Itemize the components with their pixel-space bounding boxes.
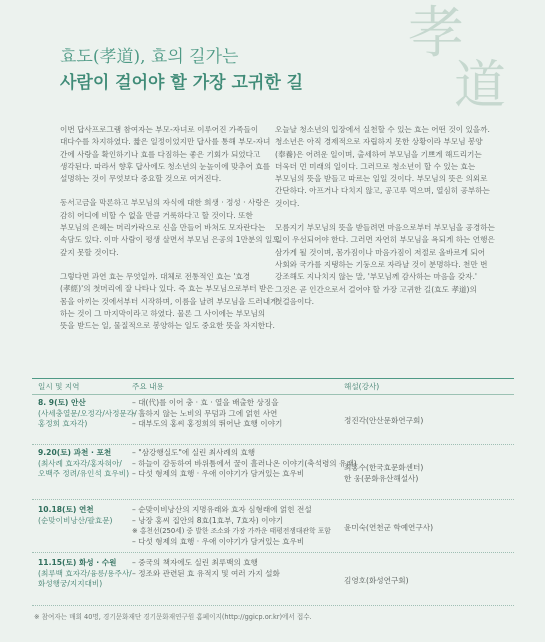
table-header [32, 379, 514, 395]
row-lecturer: 김영호(화성연구회) [344, 576, 409, 586]
row-lecturer: 정진각(안산문화연구회) [344, 415, 424, 425]
row-content-line: – "삼강행실도"에 실린 최사례의 효행 [132, 448, 256, 457]
row-sites: 화성행궁/지지대비) [38, 579, 103, 588]
row-content-line: – 대(代)를 이어 충 · 효 · 열을 배출한 상징을 [132, 398, 279, 407]
header-date: 일시 및 지역 [38, 382, 80, 391]
row-sites: (순맞이비낭산/팔효문) [38, 515, 113, 525]
row-content-line: – 중국의 책자에도 실린 최루백의 효행 [132, 558, 258, 567]
footnote: ※ 참여자는 매회 40명, 경기문화재단 경기문화재연구원 홈페이지(http://ggicp.or.kr)에서 접수. [34, 613, 312, 621]
row-sites: (사세충열문/오정각/사정문각/ [38, 408, 137, 418]
row-date: 8. 9(토) 안산 [38, 398, 86, 407]
body-column-right [275, 124, 498, 320]
row-content-line: – 순맞이비낭산의 지명유래와 효자 심형래에 얽힌 전설 [132, 505, 312, 514]
row-lecturer: 최홍수(한국효문화센터) [344, 463, 424, 472]
header-lecturer: 해설(강사) [344, 382, 380, 391]
row-content-line: ※ 홍천선(250세) 중 발한 조소와 가장 가까운 태평전쟁대관학 포함 [132, 527, 331, 535]
row-date: 10.18(토) 연천 [38, 505, 94, 514]
row-lecturer: 한 웅(문화유산해설사) [344, 473, 419, 483]
paragraph: 오늘날 청소년의 입장에서 실천할 수 있는 효는 어떤 것이 있을까. 청소년은 아직 경제적으로 자립하지 못한 상황이라 부모님 봉양(奉養)은 어려운 일이며, 출세하여 부모님을 기쁘게 해드리기는 더욱더 먼 미래의 일이다. 그러므로 청소년이 할 수 있는 효는 부모님의 뜻을 받들고 따르는 일일 것이다. 부모님의 뜻은 의외로 간단하다. 아프거나 다치지 않고, 공고루 먹으며, 열심히 공부하는 것이다. [275, 125, 490, 208]
table-row [32, 445, 514, 500]
row-content-line: – 다섯 형제의 효행 · 우애 이야기가 담겨있는 효우비 [132, 469, 305, 478]
header-content: 주요 내용 [132, 382, 164, 391]
paragraph: 그렇다면 과연 효는 무엇일까. 대체로 전통적인 효는 '효경(孝經)'의 첫머리에 잘 나타나 있다. 즉 효는 부모님으로부터 받은 몸을 아끼는 것에서부터 시작하며, 이름을 날려 부모님을 드러내게 하는 것이 그 마지막이라고 하였다. 물론 그 사이에는 부모님의 뜻을 받드는 일, 물질적으로 봉양하는 일도 중요한 뜻을 차지한다. [60, 271, 278, 331]
body-column-left [60, 124, 280, 344]
row-date: 11.15(토) 화성 · 수원 [38, 558, 117, 567]
row-lecturer: 윤미숙(연천군 학예연구사) [344, 523, 434, 533]
row-content-line: – 대부도의 홍씨 홍정희의 뛰어난 효행 이야기 [132, 419, 283, 428]
row-content-line: – 다섯 형제의 효행 · 우애 이야기가 담겨있는 효우비 [132, 536, 305, 546]
schedule-table [32, 378, 514, 606]
row-content-line: – 하늘이 감동하여 바위틈에서 꿀이 흘러나온 이야기(축석령의 유래) [132, 458, 357, 468]
row-content-line: – 정조와 관련된 효 유적지 및 여러 가지 설화 [132, 568, 280, 578]
row-content-line: – 홀하지 않는 노비의 무덤과 그에 얽힌 사연 [132, 408, 278, 418]
paragraph: 동서고금을 막론하고 부모님의 자식에 대한 희생 · 정성 · 사랑은 감히 어디에 비할 수 없을 만큼 거룩하다고 할 것이다. 또한 부모님의 은혜는 머리카락으로 신을 만들어 바쳐도 모자란다는 속담도 있다. 이마 사람이 평생 살면서 부모님 은공의 1만분의 일도 갚지 못할 것이다. [60, 198, 280, 257]
paragraph: 이번 답사프로그램 참여자는 부모-자녀로 이루어진 가족들이 대다수를 차지하였다. 짧은 일정이었지만 답사를 통해 부모-자녀 간에 사랑을 확인하기나 효를 다짐하는 좋은 기회가 되었다고 생각된다. 따라서 향후 답사에도 청소년의 눈높이에 맞추어 효를 설명하는 것이 무엇보다 중요할 것으로 여겨진다. [60, 125, 271, 184]
hanja-char-do: 道 [454, 56, 507, 116]
title-line-2: 사람이 걸어야 할 가장 고귀한 길 [60, 73, 304, 93]
row-content-line: – 낭장 홍씨 집안의 8효(1효부, 7효자) 이야기 [132, 515, 284, 525]
row-sites: 홍정희 효자각) [38, 419, 88, 428]
title-line-1: 효도(孝道), 효의 길가는 [60, 47, 239, 67]
table-row [32, 553, 514, 606]
row-sites: (최사례 효자각/홍자혀아/ [38, 458, 122, 468]
paragraph: 모름지기 부모님의 뜻을 받들려면 마음으로부터 부모님을 공경하는 일이 우선되어야 한다. 그러면 자연히 부모님을 욕되게 하는 언행은 삼가게 될 것이며, 몸가짐이나 마음가짐이 저절로 올바르게 되어 사회와 국가를 지탱하는 기둥으로 자라날 것이 분명하다. 천만 번 강조해도 지나치지 않는 말, '부모님께 감사하는 마음을 갖자.' 그것은 곧 인간으로서 걸어야 할 가장 고귀한 길(효도 孝道)의 첫걸음이다. [275, 223, 495, 306]
hanja-watermark [402, 1, 522, 124]
table-row [32, 500, 514, 553]
row-sites: (최루백 효자각/융릉/용주사/ [38, 568, 132, 578]
hanja-char-hyo: 孝 [408, 1, 464, 66]
table-row [32, 395, 514, 445]
row-date: 9.20(토) 과천 · 포천 [38, 448, 112, 457]
row-sites: 오백주 정려/유인석 효우비) [38, 469, 130, 478]
